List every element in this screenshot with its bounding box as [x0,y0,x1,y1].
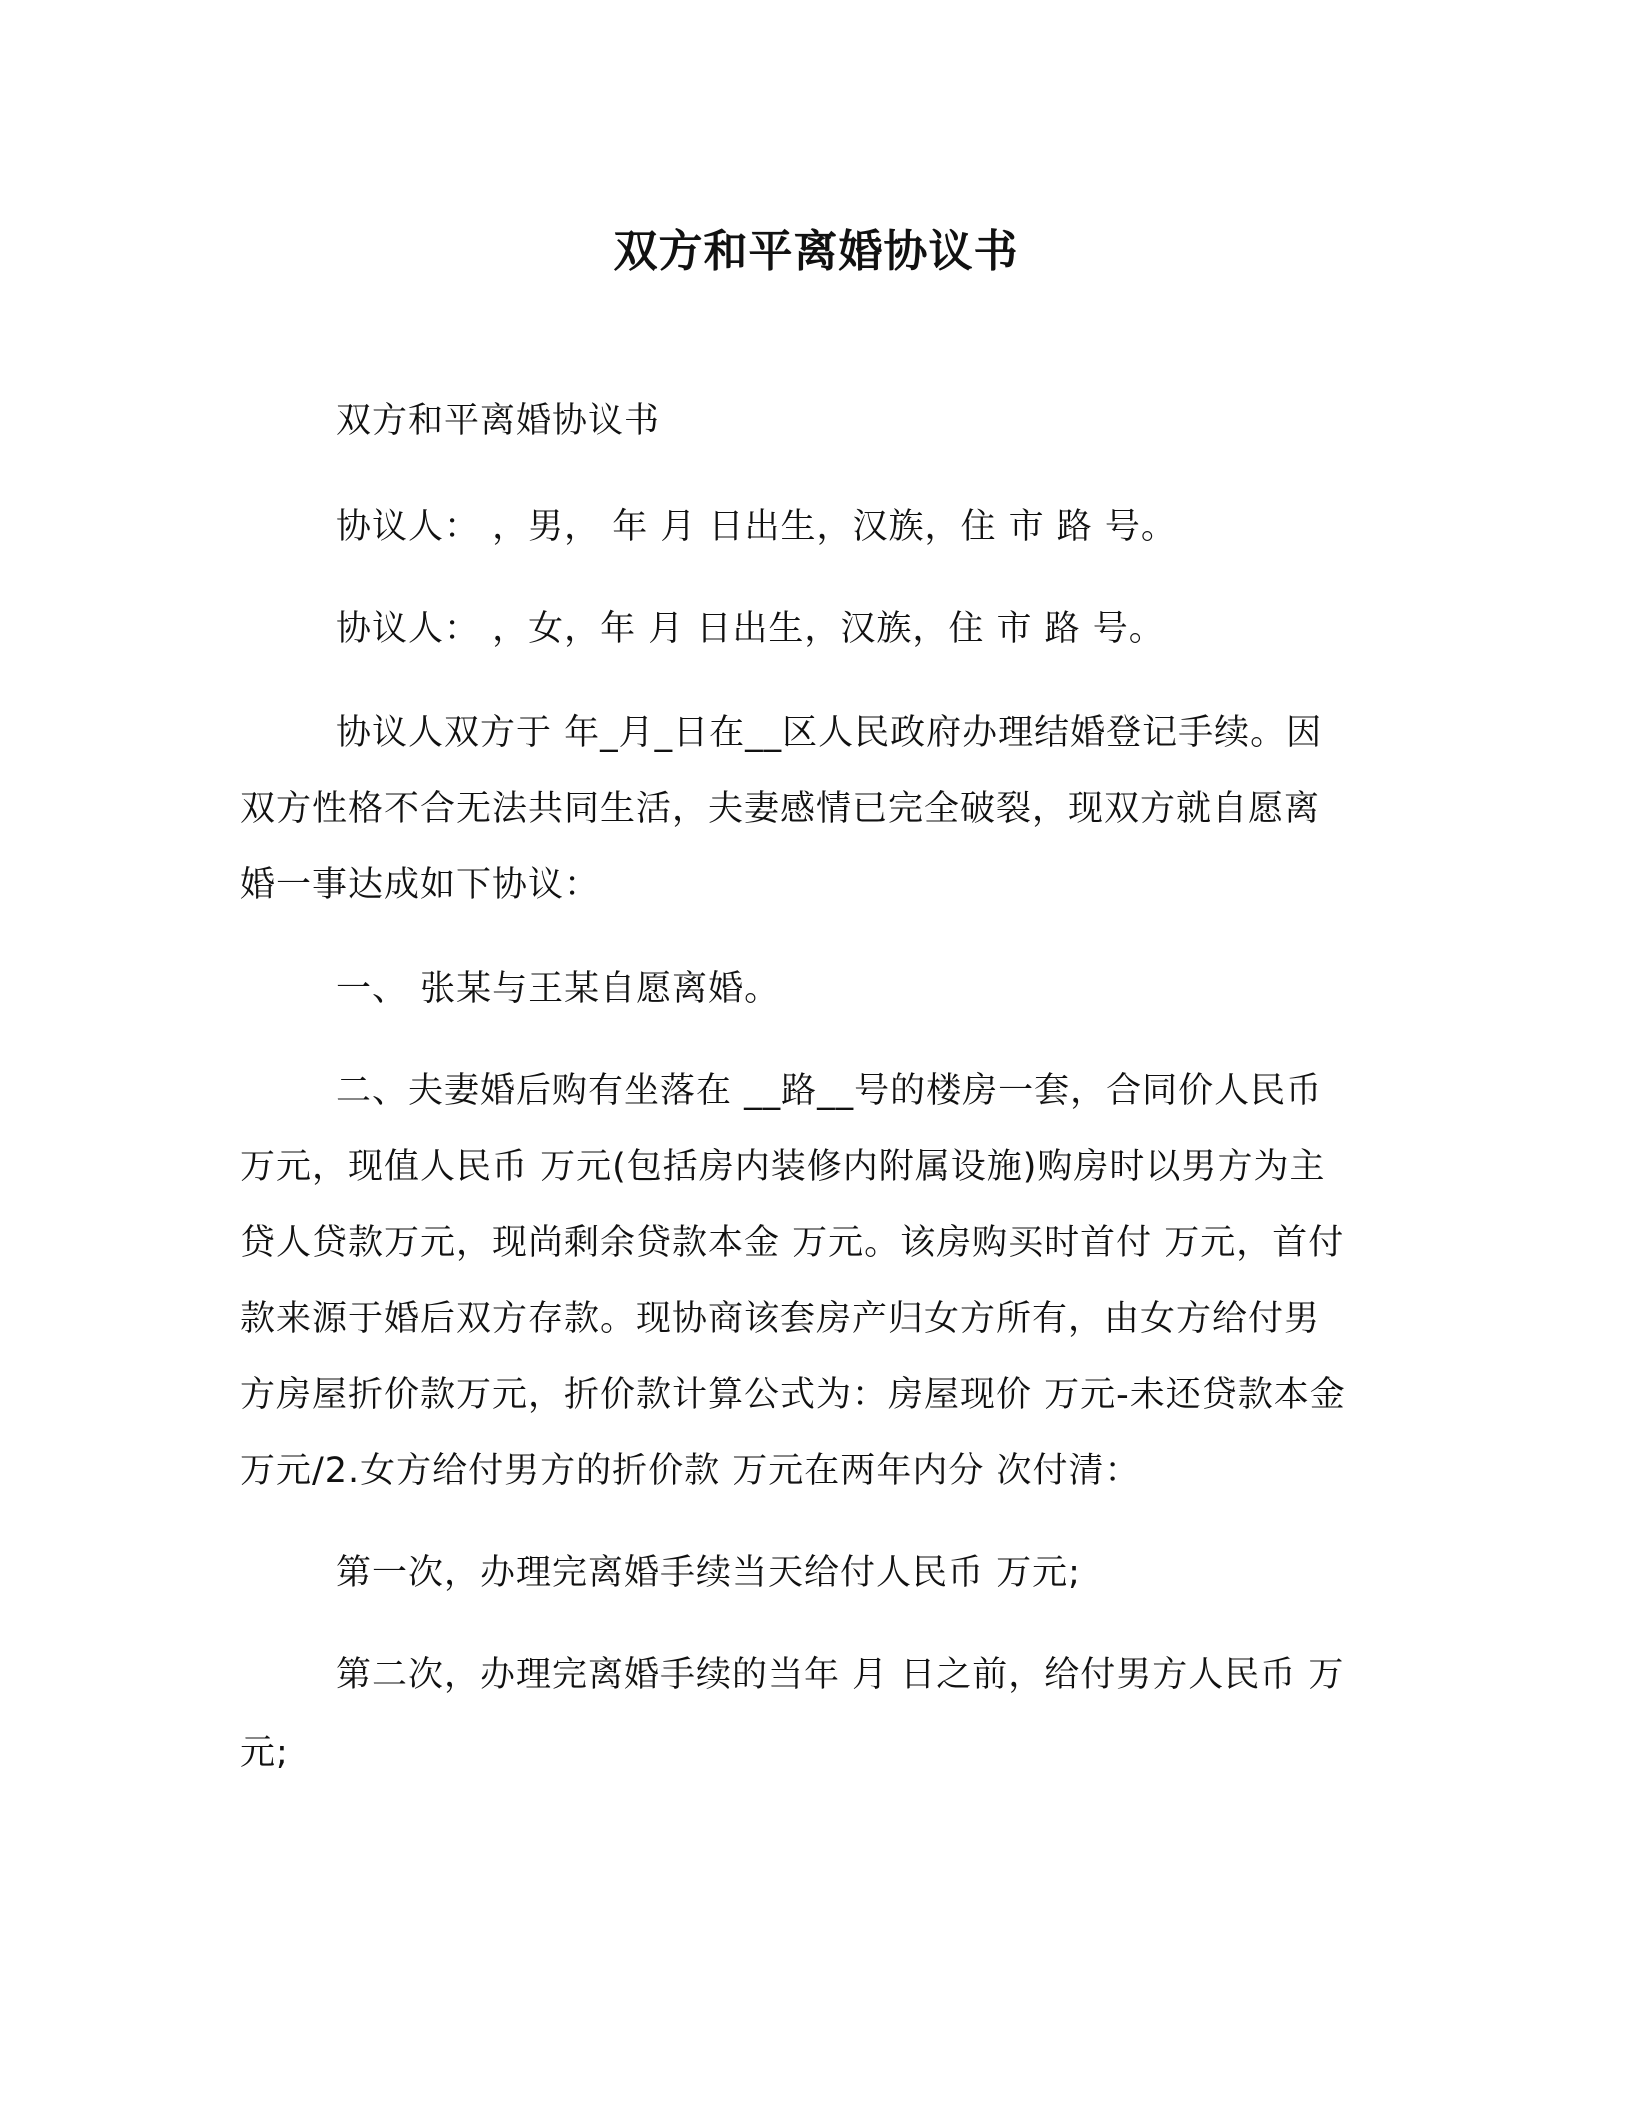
paragraph-intro-line-1: 协议人双方于 年_月_日在__区人民政府办理结婚登记手续。因 [336,713,1323,753]
clause-two-line-4: 款来源于婚后双方存款。现协商该套房产归女方所有，由女方给付男 [240,1299,1321,1339]
clause-one-line: 一、 张某与王某自愿离婚。 [336,969,781,1009]
paragraph-intro-line-3: 婚一事达成如下协议： [240,865,601,905]
paragraph-intro-line-2: 双方性格不合无法共同生活，夫妻感情已完全破裂，现双方就自愿离 [240,789,1321,829]
payment-first-line: 第一次，办理完离婚手续当天给付人民币 万元; [336,1553,1081,1593]
clause-two-line-6: 万元/2.女方给付男方的折价款 万元在两年内分 次付清： [240,1451,1141,1491]
clause-two-line-1: 二、夫妻婚后购有坐落在 __路__号的楼房一套，合同价人民币 [336,1071,1323,1111]
payment-second-line-1: 第二次，办理完离婚手续的当年 月 日之前，给付男方人民币 万 [336,1655,1345,1695]
clause-two-line-5: 方房屋折价款万元，折价款计算公式为：房屋现价 万元-未还贷款本金 [240,1375,1346,1415]
clause-two-line-3: 贷人贷款万元，现尚剩余贷款本金 万元。该房购买时首付 万元，首付 [240,1223,1345,1263]
payment-second-line-2: 元; [240,1733,289,1773]
document-title: 双方和平离婚协议书 [613,226,1019,277]
party-male-line: 协议人： ，男， 年 月 日出生，汉族，住 市 路 号。 [336,507,1177,547]
party-female-line: 协议人： ，女，年 月 日出生，汉族，住 市 路 号。 [336,609,1165,649]
clause-two-line-2: 万元，现值人民币 万元(包括房内装修内附属设施)购房时以男方为主 [240,1147,1326,1187]
subtitle-line: 双方和平离婚协议书 [336,401,661,441]
